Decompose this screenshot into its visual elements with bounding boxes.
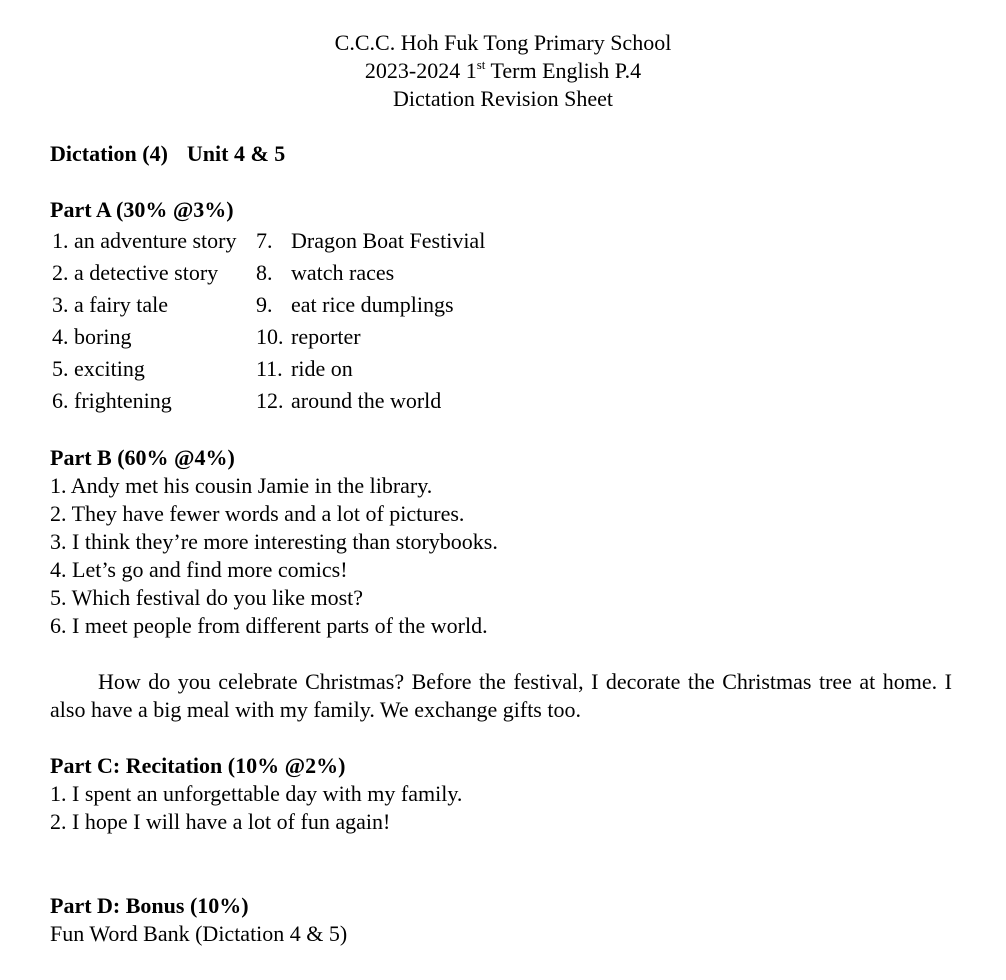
paragraph-text: How do you celebrate Christmas? Before the festival, I decorate the Christmas tree at home. I also have a big meal with my family. We exchange gifts too. <box>50 669 952 722</box>
item-number: 3. <box>50 529 67 554</box>
list-item <box>256 257 485 289</box>
item-text: I hope I will have a lot of fun again! <box>72 809 391 834</box>
list-item <box>256 289 485 321</box>
list-item <box>256 385 485 417</box>
item-number: 1. <box>50 473 67 498</box>
item-text: a detective story <box>74 260 219 285</box>
list-item <box>52 225 237 257</box>
item-number: 11. <box>256 356 283 381</box>
part-b-paragraph <box>50 668 952 724</box>
item-number: 3. <box>52 292 69 317</box>
item-number: 6. <box>50 613 67 638</box>
dictation-label: Dictation (4) <box>50 141 168 166</box>
dictation-units: Unit 4 & 5 <box>186 141 286 166</box>
item-text: boring <box>74 324 132 349</box>
part-c-list <box>50 780 462 836</box>
list-item <box>50 472 498 500</box>
item-text: Which festival do you like most? <box>71 585 364 610</box>
item-number: 9. <box>256 292 273 317</box>
document-header <box>0 29 1006 113</box>
item-number: 2. <box>52 260 69 285</box>
list-item <box>50 584 498 612</box>
term-prefix: 2023-2024 1 <box>364 58 477 83</box>
item-text: frightening <box>74 388 172 413</box>
part-a-right-column <box>256 225 485 417</box>
list-item <box>50 808 462 836</box>
part-d-text: Fun Word Bank (Dictation 4 & 5) <box>50 921 348 946</box>
list-item <box>50 556 498 584</box>
list-item <box>50 500 498 528</box>
list-item <box>256 321 485 353</box>
item-number: 1. <box>50 781 67 806</box>
item-text: ride on <box>291 356 353 381</box>
item-number: 2. <box>50 501 67 526</box>
item-number: 7. <box>256 228 273 253</box>
item-text: I think they’re more interesting than storybooks. <box>72 529 498 554</box>
school-name: C.C.C. Hoh Fuk Tong Primary School <box>334 30 672 55</box>
item-text: a fairy tale <box>74 292 169 317</box>
item-text: Andy met his cousin Jamie in the library. <box>70 473 433 498</box>
item-number: 6. <box>52 388 69 413</box>
term-line <box>0 57 1006 85</box>
item-text: They have fewer words and a lot of pictures. <box>71 501 465 526</box>
item-text: exciting <box>74 356 145 381</box>
list-item <box>256 353 485 385</box>
item-number: 1. <box>52 228 69 253</box>
part-b-title: Part B (60% @4%) <box>50 445 235 470</box>
dictation-heading <box>50 140 285 168</box>
part-a-left-column <box>52 225 237 417</box>
list-item <box>52 321 237 353</box>
item-number: 4. <box>50 557 67 582</box>
item-text: watch races <box>291 260 395 285</box>
list-item <box>52 385 237 417</box>
term-ordinal-suffix: st <box>476 56 486 72</box>
part-a-title: Part A (30% @3%) <box>50 197 234 222</box>
item-number: 4. <box>52 324 69 349</box>
list-item <box>256 225 485 257</box>
term-suffix: Term English P.4 <box>485 58 642 83</box>
list-item <box>52 289 237 321</box>
item-text: around the world <box>291 388 442 413</box>
item-text: I meet people from different parts of the world. <box>72 613 488 638</box>
item-text: reporter <box>291 324 361 349</box>
item-number: 5. <box>52 356 69 381</box>
item-text: Let’s go and find more comics! <box>72 557 348 582</box>
part-d-title: Part D: Bonus (10%) <box>50 893 249 918</box>
item-number: 10. <box>256 324 284 349</box>
part-b-list <box>50 472 498 640</box>
item-text: an adventure story <box>74 228 237 253</box>
item-text: eat rice dumplings <box>291 292 454 317</box>
item-number: 8. <box>256 260 273 285</box>
list-item <box>50 780 462 808</box>
list-item <box>52 353 237 385</box>
part-c-title: Part C: Recitation (10% @2%) <box>50 753 346 778</box>
item-text: Dragon Boat Festivial <box>291 228 486 253</box>
list-item <box>50 528 498 556</box>
list-item <box>52 257 237 289</box>
item-number: 2. <box>50 809 67 834</box>
item-number: 5. <box>50 585 67 610</box>
item-text: I spent an unforgettable day with my family. <box>72 781 463 806</box>
list-item <box>50 612 498 640</box>
item-number: 12. <box>256 388 284 413</box>
sheet-title: Dictation Revision Sheet <box>393 86 613 111</box>
